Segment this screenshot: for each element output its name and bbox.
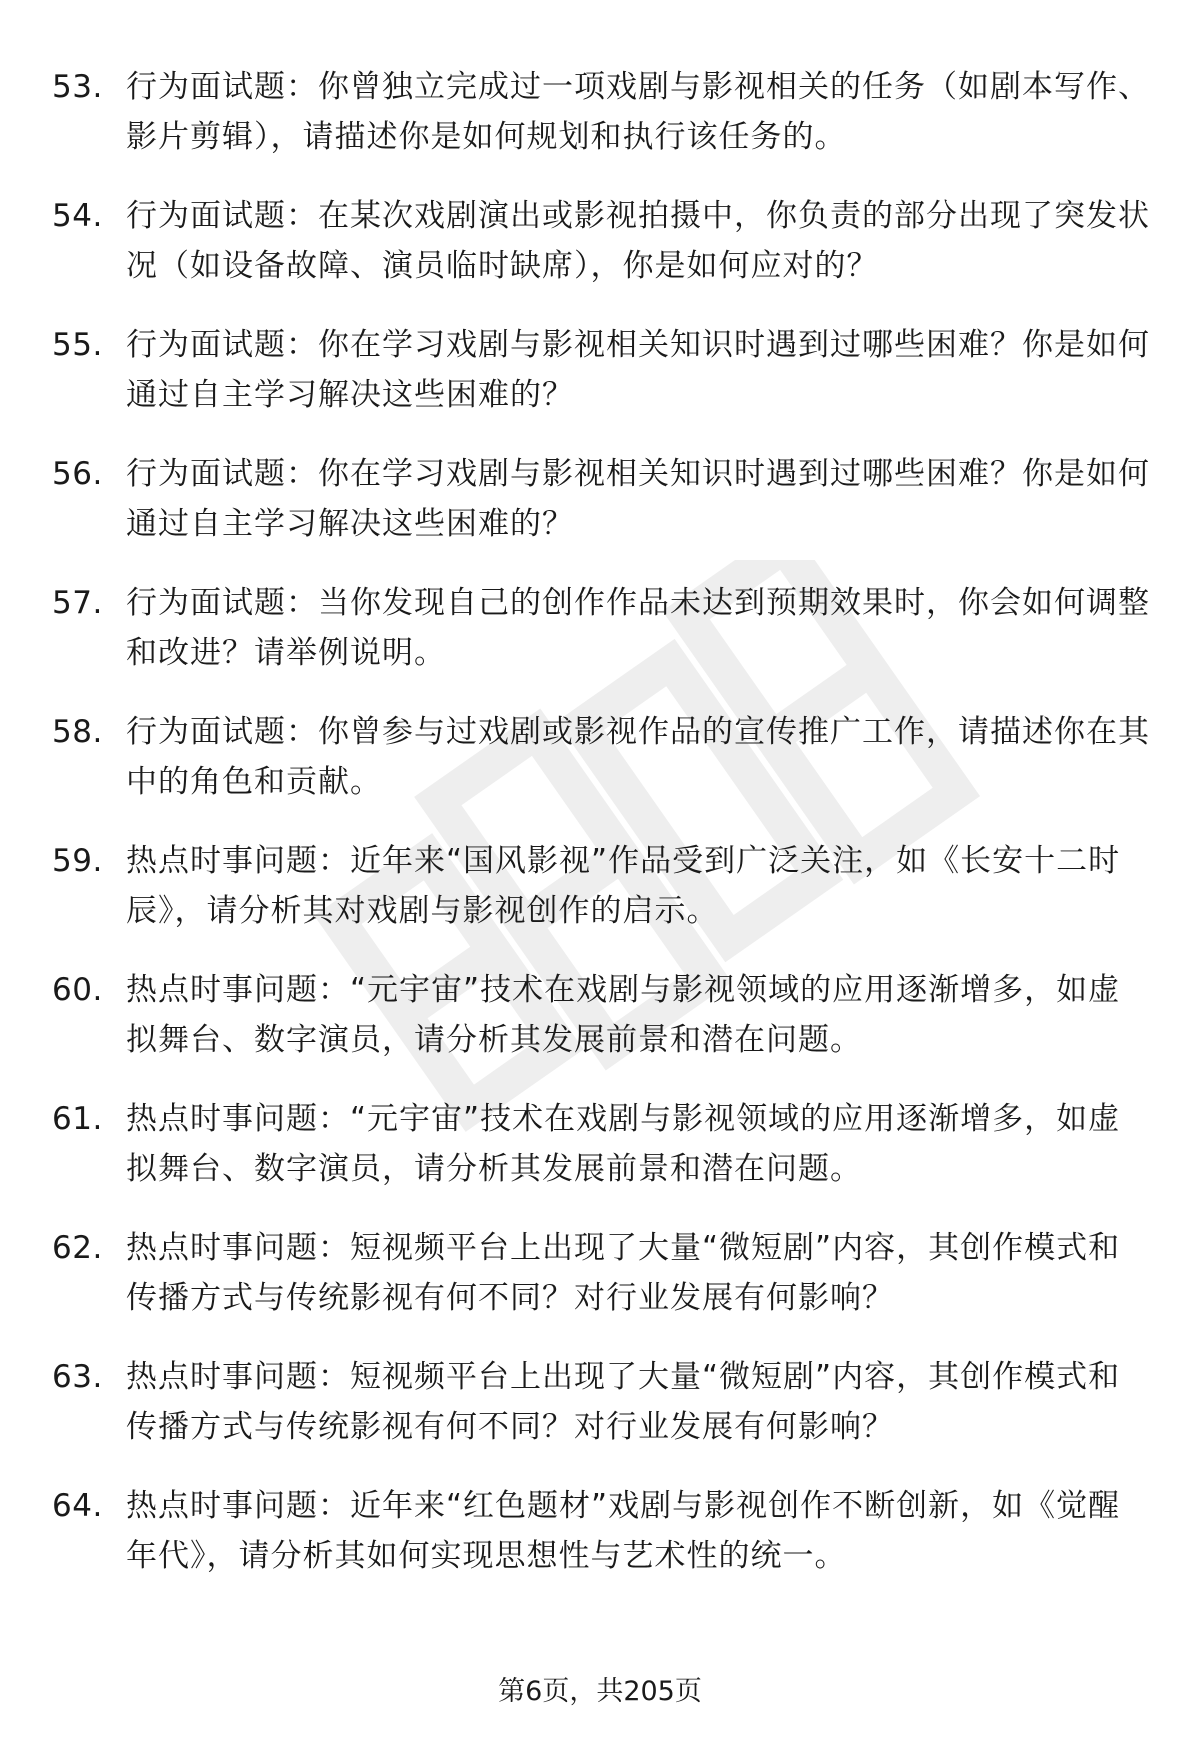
list-item	[52, 965, 1152, 1065]
question-list	[52, 62, 1152, 1610]
question-number: 57.	[52, 585, 103, 621]
list-item	[52, 707, 1152, 807]
list-item	[52, 62, 1152, 162]
question-number: 59.	[52, 843, 103, 879]
question-text: 行为面试题：你在学习戏剧与影视相关知识时遇到过哪些困难？你是如何通过自主学习解决这些困难的？	[126, 327, 1150, 413]
list-item	[52, 320, 1152, 420]
question-text: 行为面试题：在某次戏剧演出或影视拍摄中，你负责的部分出现了突发状况（如设备故障、演员临时缺席），你是如何应对的？	[126, 198, 1150, 284]
question-number: 63.	[52, 1359, 103, 1395]
list-item	[52, 578, 1152, 678]
question-number: 55.	[52, 327, 103, 363]
question-number: 61.	[52, 1101, 103, 1137]
list-item	[52, 836, 1152, 936]
question-text: 行为面试题：你曾参与过戏剧或影视作品的宣传推广工作，请描述你在其中的角色和贡献。	[126, 714, 1150, 800]
question-number: 53.	[52, 69, 103, 105]
question-text: 热点时事问题：近年来“国风影视”作品受到广泛关注，如《长安十二时辰》，请分析其对戏剧与影视创作的启示。	[126, 843, 1121, 929]
question-text: 行为面试题：当你发现自己的创作作品未达到预期效果时，你会如何调整和改进？请举例说明。	[126, 585, 1150, 671]
question-text: 热点时事问题：近年来“红色题材”戏剧与影视创作不断创新，如《觉醒年代》，请分析其如何实现思想性与艺术性的统一。	[126, 1488, 1121, 1574]
page-number-footer: 第6页，共205页	[498, 1676, 702, 1707]
question-text: 行为面试题：你曾独立完成过一项戏剧与影视相关的任务（如剧本写作、影片剪辑），请描述你是如何规划和执行该任务的。	[126, 69, 1150, 155]
question-text: 行为面试题：你在学习戏剧与影视相关知识时遇到过哪些困难？你是如何通过自主学习解决这些困难的？	[126, 456, 1150, 542]
question-number: 64.	[52, 1488, 103, 1524]
list-item	[52, 191, 1152, 291]
question-text: 热点时事问题：短视频平台上出现了大量“微短剧”内容，其创作模式和传播方式与传统影视有何不同？对行业发展有何影响？	[126, 1230, 1121, 1316]
question-text: 热点时事问题：“元宇宙”技术在戏剧与影视领域的应用逐渐增多，如虚拟舞台、数字演员，请分析其发展前景和潜在问题。	[126, 1101, 1121, 1187]
question-text: 热点时事问题：“元宇宙”技术在戏剧与影视领域的应用逐渐增多，如虚拟舞台、数字演员，请分析其发展前景和潜在问题。	[126, 972, 1121, 1058]
question-number: 56.	[52, 456, 103, 492]
list-item	[52, 1481, 1152, 1581]
list-item	[52, 1094, 1152, 1194]
list-item	[52, 1352, 1152, 1452]
list-item	[52, 1223, 1152, 1323]
question-number: 60.	[52, 972, 103, 1008]
question-text: 热点时事问题：短视频平台上出现了大量“微短剧”内容，其创作模式和传播方式与传统影视有何不同？对行业发展有何影响？	[126, 1359, 1121, 1445]
list-item	[52, 449, 1152, 549]
question-number: 54.	[52, 198, 103, 234]
question-number: 62.	[52, 1230, 103, 1266]
question-number: 58.	[52, 714, 103, 750]
